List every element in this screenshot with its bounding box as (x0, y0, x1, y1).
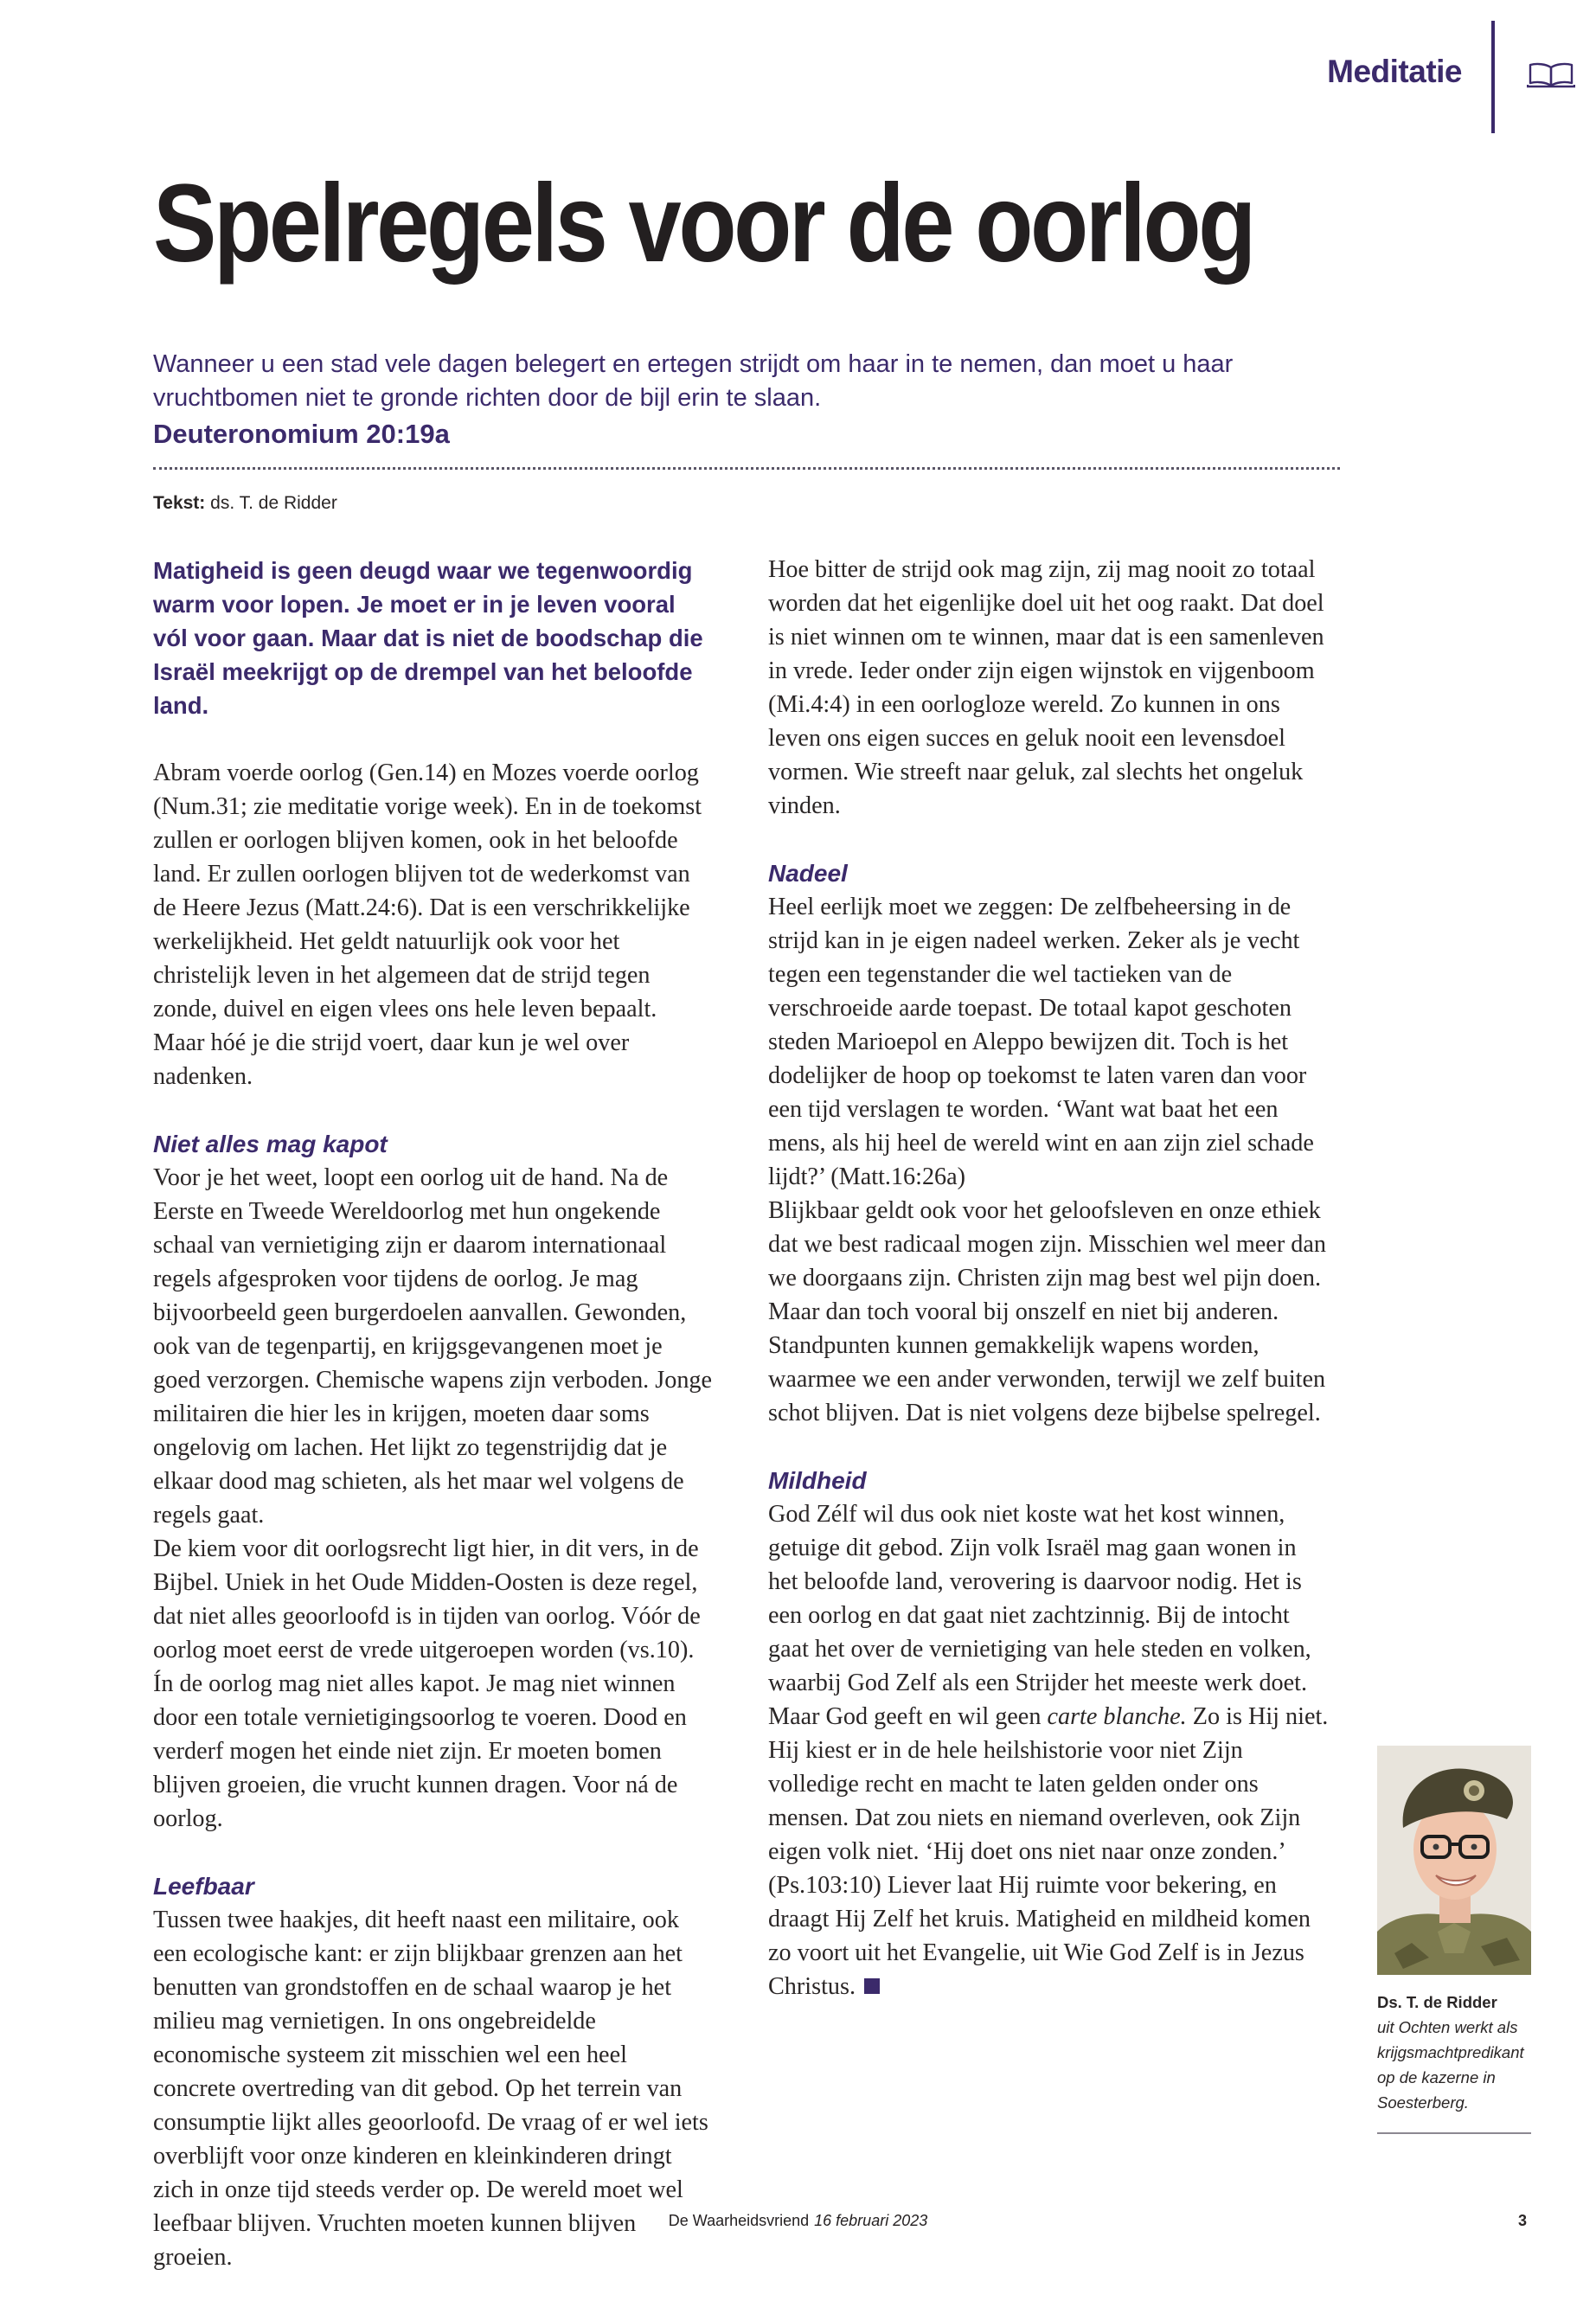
body-column-left (153, 554, 714, 2274)
magazine-name: De Waarheidsvriend (668, 2212, 810, 2229)
page-number: 3 (1517, 2212, 1527, 2229)
subheading: Nadeel (768, 860, 848, 887)
dotted-divider (153, 467, 1340, 470)
paragraph-part: God Zélf wil dus ook niet koste wat het kost winnen, getuige dit gebod. Zijn volk Israël mag gaan wonen in het beloofde land, verovering is daarvoor nodig. Het is een oorlog en dat gaat niet zachtzinnig. Bij de intocht gaat het over de vernietiging van hele steden en volken, waarbij God Zelf als een Strijder het meeste werk doet. Maar God geeft en wil geen (768, 1501, 1311, 1730)
issue-date: 16 februari 2023 (814, 2212, 928, 2229)
byline-label: Tekst: (153, 493, 206, 513)
caption-divider (1377, 2132, 1531, 2134)
lead-paragraph: Matigheid is geen deugd waar we tegenwoordig warm voor lopen. Je moet er in je leven vooral vól voor gaan. Maar dat is niet de boodschap die Israël meekrijgt op de drempel van het beloofde land. (153, 557, 703, 719)
author-name: Ds. T. de Ridder (1377, 1993, 1497, 2011)
paragraph: Abram voerde oorlog (Gen.14) en Mozes voerde oorlog (Num.31; zie meditatie vorige week). En in de toekomst zullen er oorlogen blijven komen, ook in het beloofde land. Er zullen oorlogen blijven tot de wederkomst van de Heere Jezus (Matt.24:6). Dat is een verschrikkelijke werkelijkheid. Het geldt natuurlijk ook voor het christelijk leven in het algemeen dat de strijd tegen zonde, duivel en eigen vlees ons hele leven bepaalt. Maar hóé je die strijd voert, daar kun je wel over nadenken. (153, 760, 702, 1090)
subheading: Leefbaar (153, 1873, 254, 1900)
byline-author: ds. T. de Ridder (210, 493, 337, 513)
author-caption (1377, 1990, 1531, 2115)
subheading: Niet alles mag kapot (153, 1131, 388, 1157)
article-title: Spelregels voor de oorlog (153, 162, 1253, 285)
paragraph: Blijkbaar geldt ook voor het geloofsleven en onze ethiek dat we best radicaal mogen zijn. Misschien wel meer dan we doorgaans zijn. Christen zijn mag best wel pijn doen. Maar dan toch vooral bij onszelf en niet bij anderen. Standpunten kunnen gemakkelijk wapens worden, waarmee we een ander verwonden, terwijl we zelf buiten schot blijven. Dat is niet volgens deze bijbelse spelregel. (768, 1197, 1326, 1426)
paragraph-part: Zo is Hij niet. Hij kiest er in de hele heilshistorie voor niet Zijn volledige recht en macht te laten gelden onder ons mensen. Dat zou niets en niemand overleven, ook Zijn eigen volk niet. ‘Hij doet ons niet naar onze zonden.’ (Ps.103:10) Liever laat Hij ruimte voor bekering, en draagt Hij Zelf het kruis. Matigheid en mildheid komen zo voort uit het Evangelie, uit Wie God Zelf is in Jezus Christus. (768, 1703, 1329, 2000)
author-photo (1377, 1746, 1531, 1975)
paragraph: Hoe bitter de strijd ook mag zijn, zij mag nooit zo totaal worden dat het eigenlijke doel uit het oog raakt. Dat doel is niet winnen om te winnen, maar dat is een samenleven in vrede. Ieder onder zijn eigen wijnstok en vijgenboom (Mi.4:4) in een oorlogloze wereld. Zo kunnen in ons leven ons eigen succes en geluk nooit een levensdoel vormen. Wie streeft naar geluk, zal slechts het ongeluk vinden. (768, 556, 1324, 819)
emphasis: carte blanche. (1047, 1703, 1187, 1730)
byline (153, 493, 337, 514)
page-footer (0, 2212, 1596, 2230)
author-bio: uit Ochten werkt als krijgsmachtpredikant op de kazerne in Soesterberg. (1377, 2018, 1524, 2112)
paragraph-final (768, 1497, 1329, 2003)
paragraph: Voor je het weet, loopt een oorlog uit de hand. Na de Eerste en Tweede Wereldoorlog met hun ongekende schaal van vernietiging zijn er daarom internationaal regels afgesproken voor tijdens de oorlog. Je mag bijvoorbeeld geen burgerdoelen aanvallen. Gewonden, ook van de tegenpartij, en krijgsgevangenen moet je goed verzorgen. Chemische wapens zijn verboden. Jonge militairen die hier les in krijgen, moeten daar soms ongelovig om lachen. Het lijkt zo tegenstrijdig dat je elkaar dood mag schieten, als het maar wel volgens de regels gaat. (153, 1164, 713, 1529)
end-mark-icon (864, 1978, 880, 1994)
paragraph-continued: Tussen twee haakjes, dit heeft naast een militaire, ook een ecologische kant: er zijn blijkbaar grenzen aan het benutten van grondstoffen en de schaal waarop je het milieu mag vernietigen. In ons ongebreidelde economische systeem zit misschien wel een heel concrete overtreding van dit gebod. Op het terrein van consumptie lijkt alles geoorloofd. De vraag of er wel iets overblijft voor onze kinderen en kleinkinderen dringt zich in onze tijd steeds verder op. De wereld moet wel leefbaar blijven. Vruchten moeten kunnen blijven groeien. (153, 1907, 708, 2271)
bible-reference: Deuteronomium 20:19a (153, 419, 450, 449)
body-column-right (768, 553, 1329, 2003)
paragraph: Heel eerlijk moet we zeggen: De zelfbeheersing in de strijd kan in je eigen nadeel werken. Zeker als je vecht tegen een tegenstander die wel tactieken van de verschroeide aarde toepast. De totaal kapot geschoten steden Marioepol en Aleppo bewijzen dit. Toch is het dodelijker de hoop op toekomst te laten varen dan voor een tijd verslagen te worden. ‘Want wat baat het een mens, als hij heel de wereld wint en aan zijn ziel schade lijdt?’ (Matt.16:26a) (768, 894, 1314, 1190)
subheading: Mildheid (768, 1467, 867, 1494)
bible-quote: Wanneer u een stad vele dagen belegert en ertegen strijdt om haar in te nemen, dan moet u haar vruchtbomen niet te gronde richten door de bijl erin te slaan. (153, 350, 1234, 412)
open-book-icon (1527, 62, 1575, 88)
header-divider (1491, 21, 1495, 133)
paragraph: De kiem voor dit oorlogsrecht ligt hier, in dit vers, in de Bijbel. Uniek in het Oude Midden-Oosten is deze regel, dat niet alles geoorloofd is in tijden van oorlog. Vóór de oorlog moet eerst de vrede uitgeroepen worden (vs.10). Ín de oorlog mag niet alles kapot. Je mag niet winnen door een totale vernietigingsoorlog te voeren. Dood en verderf mogen het einde niet zijn. Er moeten bomen blijven groeien, die vrucht kunnen dragen. Voor ná de oorlog. (153, 1535, 701, 1832)
section-label: Meditatie (1327, 54, 1462, 89)
